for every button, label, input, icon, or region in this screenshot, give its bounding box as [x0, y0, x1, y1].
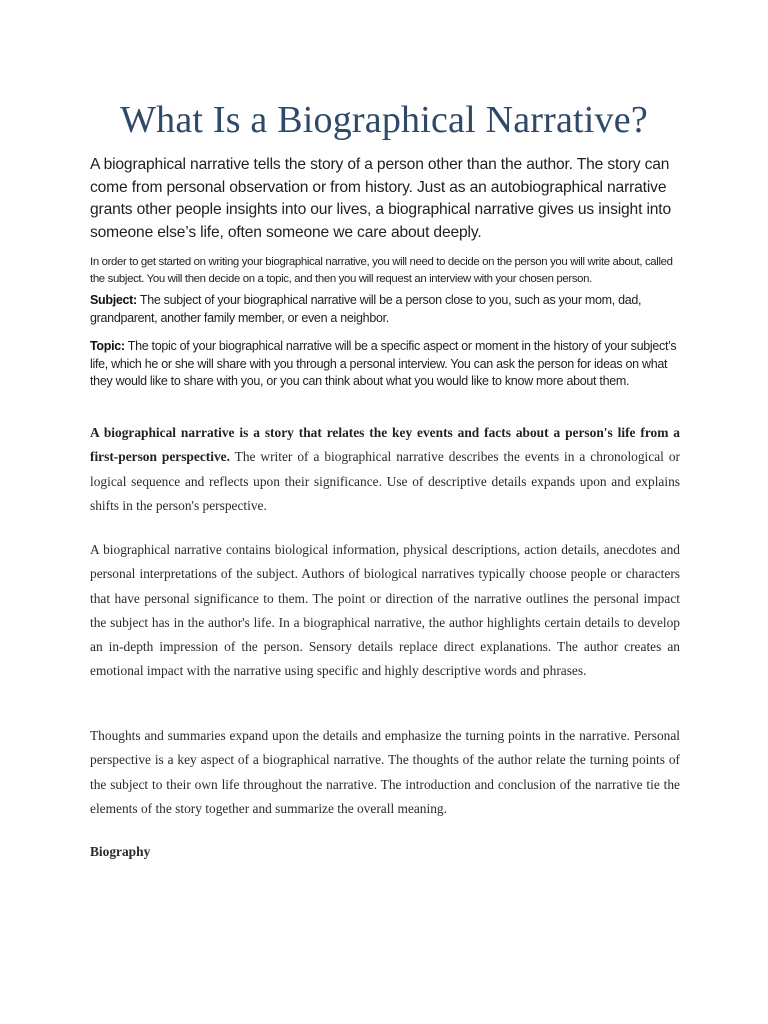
section-heading: Biography	[90, 844, 151, 859]
topic-definition	[90, 338, 682, 391]
topic-text: The topic of your biographical narrative will be a specific aspect or moment in the history of your subject’s life, which he or she will share with you through a personal interview. You can ask the person for ideas on what they would like to share with you, or you can think about what you would like to know more about them.	[90, 339, 677, 389]
contents-paragraph: A biographical narrative contains biological information, physical descriptions, action details, anecdotes and personal interpretations of the subject. Authors of biological narratives typically choose people or characters that have personal significance to them. The point or direction of the narrative outlines the personal impact the subject has in the author's life. In a biographical narrative, the author highlights certain details to develop an in-depth impression of the person. Sensory details replace direct explanations. The author creates an emotional impact with the narrative using specific and highly descriptive words and phrases.	[90, 542, 680, 679]
page-title: What Is a Biographical Narrative?	[120, 99, 648, 141]
subject-text: The subject of your biographical narrative will be a person close to you, such as your mom, dad, grandparent, another family member, or even a neighbor.	[90, 293, 642, 325]
definition-text: The writer of a biographical narrative describes the events in a chronological or logical sequence and reflects upon their significance. Use of descriptive details expands upon and explains shifts in the person's perspective.	[90, 449, 680, 513]
definition-paragraph	[90, 421, 680, 518]
thoughts-paragraph: Thoughts and summaries expand upon the details and emphasize the turning points in the narrative. Personal perspective is a key aspect of a biographical narrative. The thoughts of the author relate the turning points of the subject to their own life throughout the narrative. The introduction and conclusion of the narrative tie the elements of the story together and summarize the overall meaning.	[90, 728, 680, 816]
subject-label: Subject:	[90, 293, 137, 307]
intro-paragraph: A biographical narrative tells the story of a person other than the author. The story can come from personal observation or from history. Just as an autobiographical narrative grants other people insights into our lives, a biographical narrative gives us insight into someone else’s life, often someone we care about deeply.	[90, 156, 671, 241]
topic-label: Topic:	[90, 339, 125, 353]
definition-bold-lead: A biographical narrative is a story that relates the key events and facts about a person's life from a first-person perspective.	[90, 425, 680, 465]
instructions-paragraph: In order to get started on writing your biographical narrative, you will need to decide on the person you will write about, called the subject. You will then decide on a topic, and then you will request an interview with your chosen person.	[90, 256, 673, 285]
subject-definition	[90, 292, 682, 327]
